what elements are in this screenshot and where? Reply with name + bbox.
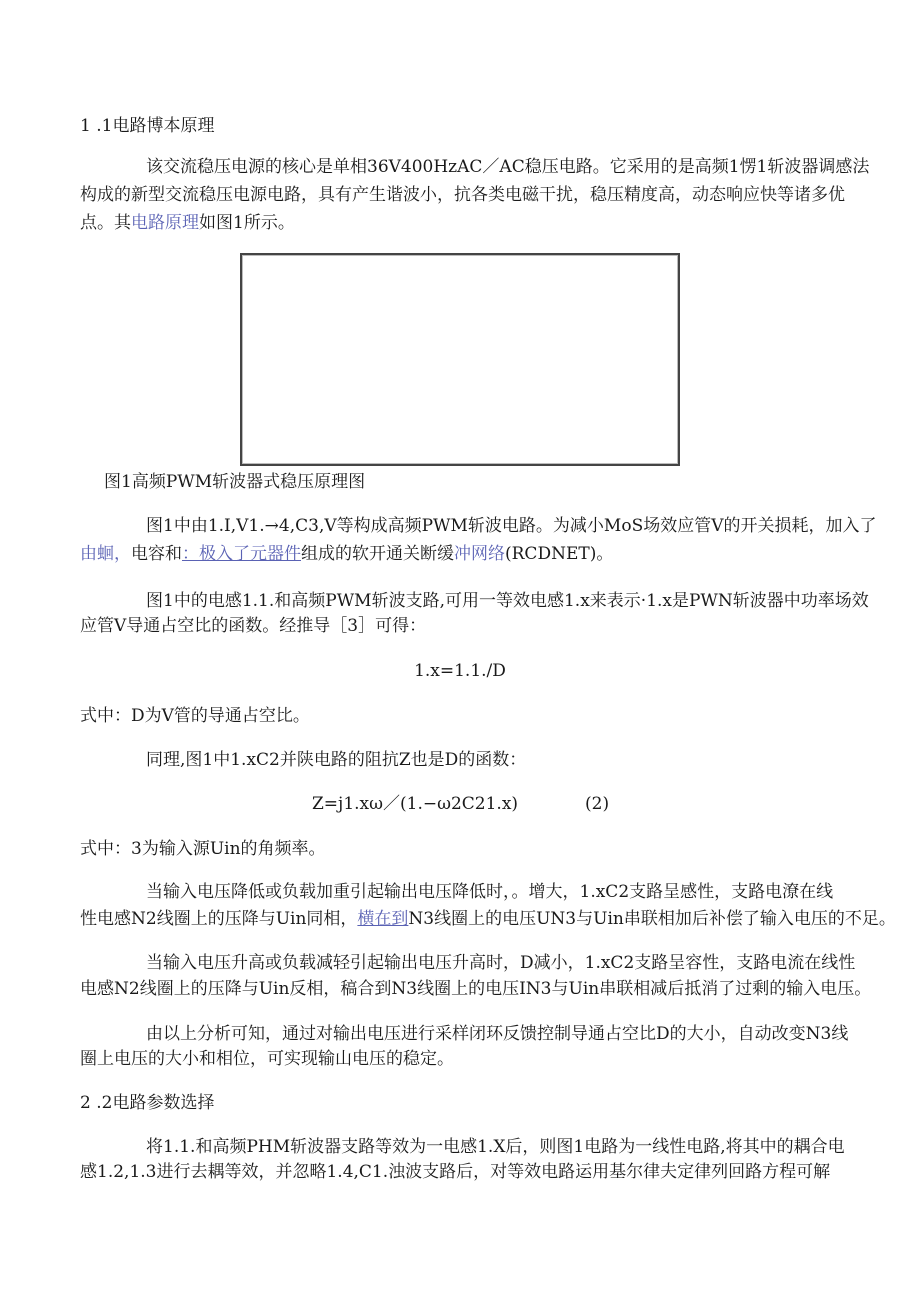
link-network[interactable]: 冲网络 xyxy=(454,544,505,564)
paragraph-3-line-2: 应管V导通占空比的函数。经推导［3］可得： xyxy=(80,616,427,636)
section-heading-1-1: 1 .1电路博本原理 xyxy=(80,116,215,136)
link-components[interactable]: 元器件 xyxy=(250,544,301,564)
paragraph-1-line-2: 构成的新型交流稳压电源电路，具有产生谐波小，抗各类电磁干扰，稳压精度高，动态响应快等诸多优 xyxy=(80,185,845,205)
figure-1-image-placeholder xyxy=(240,253,680,466)
paragraph-5-line-2 xyxy=(80,907,896,931)
text-segment: 电容和 xyxy=(131,544,182,564)
text-segment: 点。其 xyxy=(80,213,131,233)
figure-1-caption: 图1高频PWM斩波器式稳压原理图 xyxy=(104,472,366,492)
paragraph-8-line-2: 感1.2,1.3进行去耦等效，并忽略1.4,C1.浊波支路后，对等效电路运用基尔律夫定律列回路方程可解 xyxy=(80,1162,831,1182)
equation-1: 1.x=1.1./D xyxy=(414,661,506,681)
paragraph-6-line-2: 电感N2线圈上的压降与Uin反相，稿合到N3线圈上的电压IN3与Uin串联相减后抵消了过剩的输入电压。 xyxy=(80,979,872,999)
paragraph-5-line-1: 当输入电压降低或负载加重引起输出电压降低时，。增大，1.xC2支路呈感性，支路电潦在线 xyxy=(146,882,834,902)
section-heading-2-2: 2 .2电路参数选择 xyxy=(80,1093,215,1113)
paragraph-4: 同理,图1中1.xC2并陕电路的阻抗Z也是D的函数： xyxy=(146,750,527,770)
equation-2-number: (2) xyxy=(585,794,610,814)
text-segment: (RCDNET)。 xyxy=(505,544,614,564)
link-inline-1[interactable]: 由蛔， xyxy=(80,544,131,564)
paragraph-1-line-1: 该交流稳压电源的核心是单相36V400HzAC／AC稳压电路。它采用的是高频1愣1斩波器调感法 xyxy=(146,157,870,177)
link-circuit-principle[interactable]: 电路原理 xyxy=(131,213,199,233)
link-inline-3[interactable]: 横在到 xyxy=(357,909,409,929)
link-inline-2[interactable]: ：极入了 xyxy=(182,544,250,564)
paragraph-1-line-3 xyxy=(80,211,850,235)
equation-2-note: 式中：3为输入源Uin的角频率。 xyxy=(80,839,326,859)
paragraph-7-line-2: 圈上电压的大小和相位，可实现输山电压的稳定。 xyxy=(80,1049,454,1069)
text-segment: 组成的软开通关断缓 xyxy=(301,544,454,564)
paragraph-2-line-2 xyxy=(80,542,850,566)
text-segment: 如图1所示。 xyxy=(199,213,295,233)
paragraph-7-line-1: 由以上分析可知，通过对输出电压进行采样闭环反馈控制导通占空比D的大小，自动改变N3线 xyxy=(146,1024,849,1044)
paragraph-6-line-1: 当输入电压升高或负载减轻引起输出电压升高时，D减小，1.xC2支路呈容性，支路电流在线性 xyxy=(146,953,856,973)
paragraph-8-line-1: 将1.1.和高频PHM斩波器支路等效为一电感1.X后，则图1电路为一线性电路,将其中的耦合电 xyxy=(146,1137,845,1157)
equation-2: Z=j1.xω／(1.−ω2C21.x) xyxy=(312,794,519,814)
equation-1-note: 式中：D为V管的导通占空比。 xyxy=(80,706,310,726)
text-segment: N3线圈上的电压UN3与Uin串联相加后补偿了输入电压的不足。 xyxy=(408,909,896,929)
text-segment: 性电感N2线圈上的压降与Uin同相， xyxy=(80,909,358,929)
paragraph-2-line-1: 图1中由1.I,V1.→4,C3,V等构成高频PWM斩波电路。为减小MoS场效应管V的开关损耗，加入了 xyxy=(146,516,877,536)
paragraph-3-line-1: 图1中的电感1.1.和高频PWM斩波支路,可用一等效电感1.x来表示·1.x是PWN斩波器中功率场效 xyxy=(146,591,869,611)
